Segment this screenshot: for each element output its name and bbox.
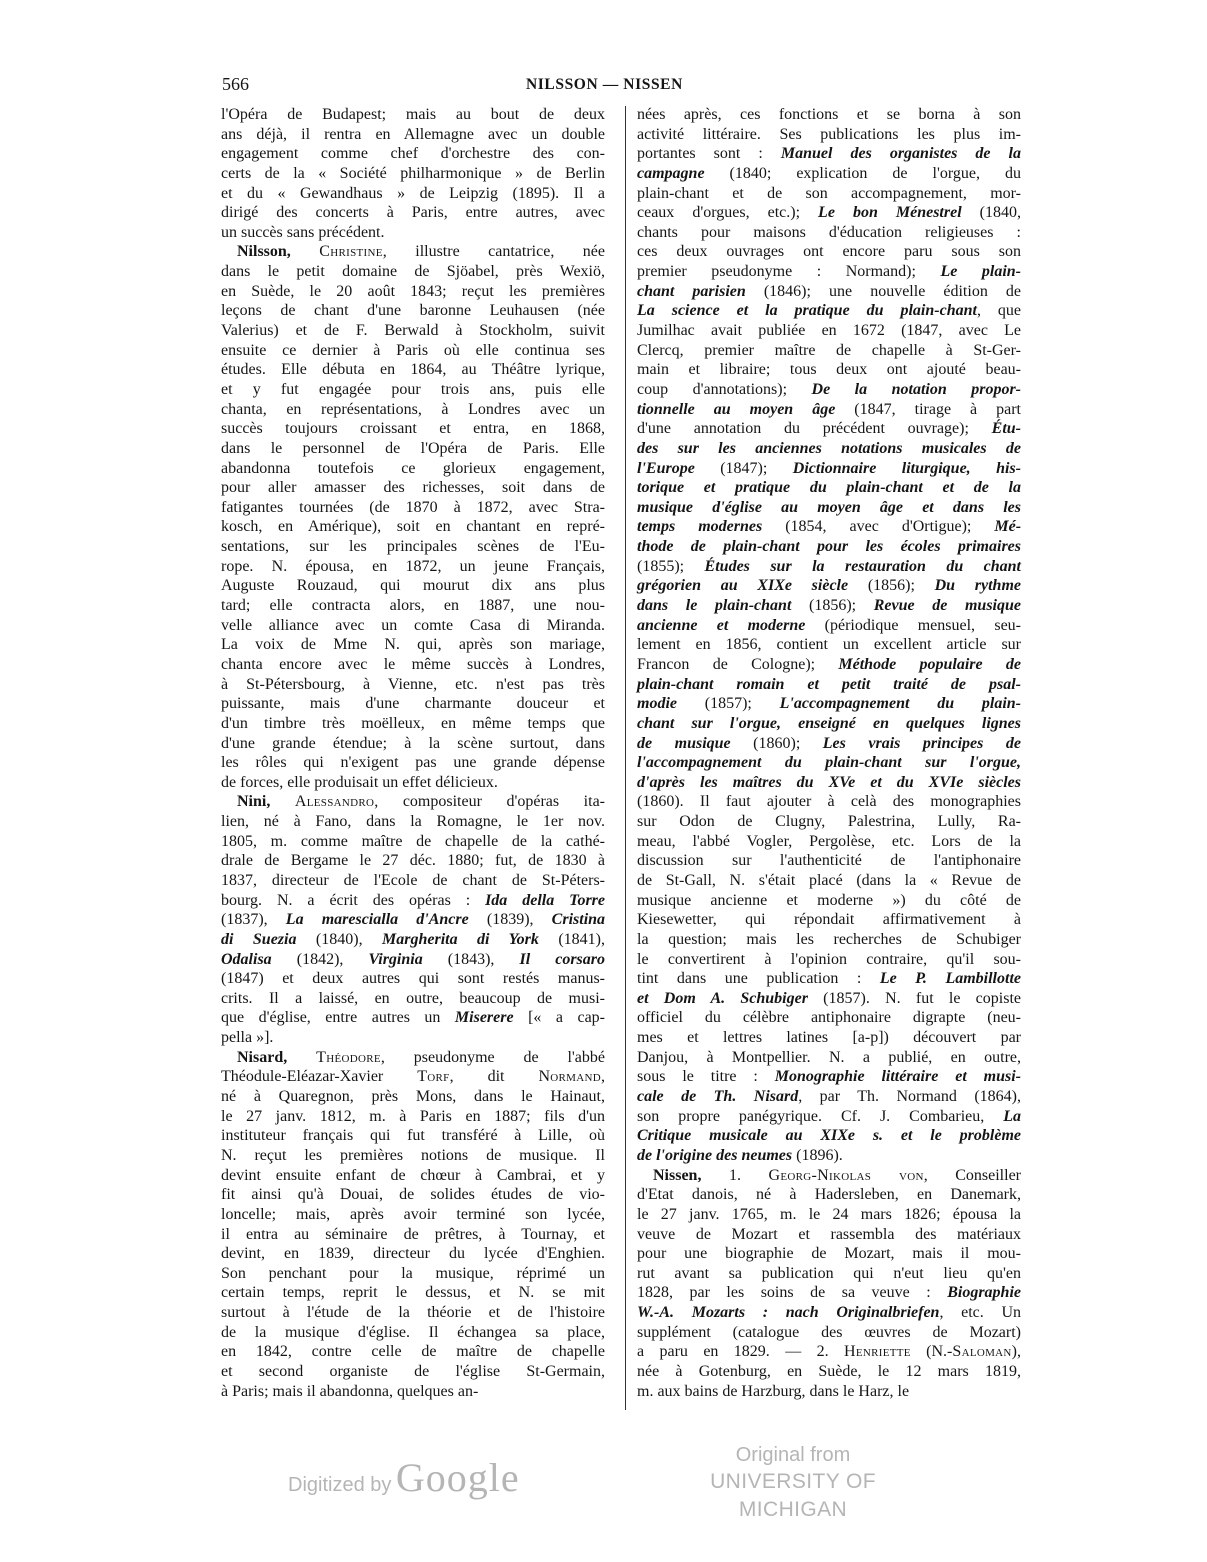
text-line: l'Opéra de Budapest; mais au bout de deux	[221, 106, 605, 123]
university-label: UNIVERSITY OF MICHIGAN	[710, 1470, 876, 1521]
text-line: musique ancienne et moderne ») du côté de	[637, 891, 1021, 909]
text-line: en Suède, le 20 août 1843; reçut les premières	[221, 282, 605, 300]
text-line: surtout à l'étude de la théorie et de l'histoire	[221, 1304, 605, 1322]
original-from-label: Original from	[735, 1444, 851, 1466]
text-line: Valerius) et de F. Berwald à Stockholm, suivit	[221, 322, 605, 340]
text-line: rope. N. épousa, en 1872, un jeune Français,	[221, 557, 605, 575]
text-line: campagne (1840; explication de l'orgue, du	[637, 164, 1021, 182]
page-number: 566	[222, 74, 249, 94]
text-line: Nisard, Théodore, pseudonyme de l'abbé	[237, 1048, 606, 1066]
text-line: de St-Gall, N. s'était placé (dans la « Revue de	[637, 871, 1021, 889]
text-line: devint, en 1839, directeur du lycée d'Enghien.	[221, 1245, 605, 1263]
text-line: Francon de Cologne); Méthode populaire de	[637, 655, 1021, 673]
text-line: d'après les maîtres du XVe et du XVIe siècles	[637, 773, 1021, 791]
text-line: fit ainsi qu'à Douai, de solides études de vio-	[221, 1186, 605, 1204]
text-line: tint dans une publication : Le P. Lambillotte	[637, 970, 1021, 988]
text-line: lement en 1856, contient un excellent article sur	[637, 636, 1021, 654]
text-line: torique et pratique du plain-chant et de la	[637, 479, 1021, 497]
digitized-by-label: Digitized by	[288, 1474, 392, 1496]
text-line: dans le personnel de l'Opéra de Paris. Elle	[221, 439, 605, 457]
text-line: d'Etat danois, né à Hadersleben, en Danemark,	[637, 1186, 1021, 1204]
text-line: de la musique d'église. Il échangea sa place,	[221, 1323, 605, 1341]
text-line: kosch, en Amérique), soit en chantant en repré-	[221, 518, 605, 536]
text-line: pour aller amasser des richesses, soit dans de	[221, 479, 605, 497]
running-head: NILSSON — NISSEN	[526, 76, 683, 93]
text-line: chants pour maisons d'éducation religieuses :	[637, 223, 1021, 241]
text-line: musique d'église au moyen âge et dans les	[637, 498, 1021, 516]
text-line: ans déjà, il rentra en Allemagne avec un double	[221, 125, 605, 143]
text-line: activité littéraire. Ses publications les plus im-	[637, 125, 1021, 143]
text-line: née à Gotenburg, en Suède, le 12 mars 1819,	[637, 1363, 1021, 1380]
text-line: l'accompagnement du plain-chant sur l'orgue,	[637, 754, 1021, 772]
text-line: meau, l'abbé Vogler, Pergolèse, etc. Lors de la	[637, 832, 1021, 850]
text-line: ensuite ce dernier à Paris où elle continua ses	[221, 341, 605, 359]
text-line: modie (1857); L'accompagnement du plain-	[637, 695, 1021, 713]
text-line: drale de Bergame le 27 déc. 1880; fut, de 1830 à	[221, 852, 605, 870]
text-line: né à Quaregnon, près Mons, dans le Hainaut,	[221, 1088, 605, 1106]
text-line: puissante, mais d'une charmante douceur et	[221, 695, 605, 713]
text-line: grégorien au XIXe siècle (1856); Du rythme	[637, 577, 1021, 595]
text-line: dans le plain-chant (1856); Revue de musique	[637, 597, 1021, 615]
text-line: chant parisien (1846); une nouvelle édition de	[637, 282, 1021, 300]
page-header	[0, 74, 1207, 98]
text-line: d'une annotation du précédent ouvrage); Étu-	[637, 420, 1021, 438]
original-from-credit	[668, 1442, 918, 1524]
text-line: l'Europe (1847); Dictionnaire liturgique, his-	[637, 459, 1021, 477]
column-divider	[625, 106, 626, 1410]
text-line: de musique (1860); Les vrais principes de	[637, 734, 1021, 752]
text-line: engagement comme chef d'orchestre des con-	[221, 145, 605, 163]
text-line: pella »].	[221, 1029, 274, 1047]
text-line: 1805, m. comme maître de chapelle de la cathé-	[221, 832, 605, 850]
text-line: le 27 janv. 1812, m. à Paris en 1887; fils d'un	[221, 1107, 605, 1125]
text-line: bourg. N. a écrit des opéras : Ida della Torre	[221, 891, 605, 909]
right-column	[637, 105, 1021, 1401]
text-line: Danjou, à Montpellier. N. a publié, en outre,	[637, 1048, 1021, 1066]
text-line: sous le titre : Monographie littéraire et musi-	[637, 1068, 1021, 1086]
text-line: Théodule-Eléazar-Xavier Torf, dit Normand,	[221, 1068, 605, 1086]
text-line: mes et lettres latines [a-p]) découvert par	[637, 1029, 1021, 1047]
text-line: fatigantes tournées (de 1870 à 1872, avec Stra-	[221, 498, 605, 516]
text-line: d'une grande étendue; à la scène surtout, dans	[221, 734, 605, 752]
text-line: premier pseudonyme : Normand); Le plain-	[637, 263, 1021, 281]
text-line: (1847) et deux autres qui sont restés manus-	[221, 970, 605, 988]
text-line: (1860). Il faut ajouter à celà des monographies	[637, 793, 1021, 811]
text-line: de forces, elle produisait un effet délicieux.	[221, 773, 498, 791]
text-line: chanta, en représentations, à Londres avec un	[221, 400, 605, 418]
text-line: chant sur l'orgue, enseigné en quelques lignes	[637, 714, 1021, 732]
text-line: succès toujours croissant et entra, en 1868,	[221, 420, 605, 438]
text-line: abandonna toutefois ce glorieux engagement,	[221, 459, 605, 477]
text-line: certain temps, reprit le dessus, et N. se mit	[221, 1284, 605, 1302]
text-line: sur Odon de Clugny, Palestrina, Lully, Ra-	[637, 813, 1021, 831]
text-line: le 27 janv. 1765, m. le 24 mars 1826; épousa la	[637, 1205, 1021, 1223]
text-line: devint ensuite enfant de chœur à Cambrai, et y	[221, 1166, 605, 1184]
text-line: tionnelle au moyen âge (1847, tirage à part	[637, 400, 1022, 418]
text-line: La science et la pratique du plain-chant, que	[637, 302, 1021, 320]
text-line: à Paris; mais il abandonna, quelques an-	[221, 1382, 479, 1400]
text-line: rut avant sa publication qui n'eut lieu qu'en	[637, 1264, 1021, 1282]
text-line: pour une biographie de Mozart, mais il mou-	[637, 1245, 1021, 1263]
text-line: a paru en 1829. — 2. Henriette (N.-Saloman),	[637, 1343, 1021, 1361]
text-line: 1837, directeur de l'Ecole de chant de St-Péters-	[221, 871, 605, 889]
text-line: la question; mais les recherches de Schubiger	[637, 930, 1021, 948]
left-column	[221, 105, 605, 1401]
text-line: crits. Il a laissé, en outre, beaucoup de musi-	[221, 989, 605, 1007]
text-line: plain-chant romain et petit traité de psal-	[637, 675, 1021, 693]
text-line: et Dom A. Schubiger (1857). N. fut le copiste	[637, 989, 1021, 1007]
text-line: velle alliance avec un comte Casa di Miranda.	[221, 616, 605, 634]
text-line: ceaux d'orgues, etc.); Le bon Ménestrel (1840,	[637, 204, 1021, 222]
text-line: les rôles qui n'exigent pas une grande dépense	[221, 754, 605, 772]
text-line: Nissen, 1. Georg-Nikolas von, Conseiller	[653, 1166, 1021, 1184]
text-line: lien, né à Fano, dans la Romagne, le 1er nov.	[221, 813, 605, 831]
text-line: dirigé des concerts à Paris, entre autres, avec	[221, 204, 605, 222]
text-line: de l'origine des neumes (1896).	[637, 1146, 843, 1164]
text-line: loncelle; mais, après avoir terminé son lycée,	[221, 1205, 605, 1223]
text-line: d'un timbre très moëlleux, en même temps que	[221, 714, 605, 732]
text-line: ces deux ouvrages ont encore paru sous son	[637, 243, 1021, 261]
text-line: N. reçut les premières notions de musique. Il	[221, 1146, 605, 1164]
text-line: veuve de Mozart et rassembla des matériaux	[637, 1225, 1021, 1243]
text-line: W.-A. Mozarts : nach Originalbriefen, etc. Un	[637, 1304, 1022, 1322]
text-line: plain-chant et de son accompagnement, mor-	[637, 184, 1021, 202]
text-line: Kiesewetter, qui répondait affirmativement à	[637, 911, 1021, 929]
text-line: coup d'annotations); De la notation propor-	[637, 380, 1022, 398]
text-line: leçons de chant d'une baronne Leuhausen (née	[221, 302, 605, 320]
text-line: et y fut engagée pour trois ans, puis elle	[221, 380, 605, 398]
digitization-watermark	[0, 1440, 1207, 1521]
text-line: et second organiste de l'église St-Germain,	[221, 1363, 605, 1380]
text-line: un succès sans précédent.	[221, 223, 385, 241]
text-line: son propre panégyrique. Cf. J. Combarieu, La	[637, 1107, 1021, 1125]
text-line: que d'église, entre autres un Miserere [« a cap-	[221, 1009, 605, 1027]
text-line: le convertirent à l'opinion contraire, qu'il sou-	[637, 950, 1021, 968]
text-line: Auguste Rouzaud, qui mourut dix ans plus	[221, 577, 605, 595]
text-line: Son penchant pour la musique, réprimé un	[221, 1264, 605, 1282]
text-line: Nini, Alessandro, compositeur d'opéras ita-	[237, 793, 605, 811]
text-line: à St-Pétersbourg, à Vienne, etc. n'est pas très	[221, 675, 605, 693]
text-line: m. aux bains de Harzburg, dans le Harz, le	[637, 1382, 910, 1400]
text-line: ancienne et moderne (périodique mensuel, seu-	[637, 616, 1022, 634]
text-line: il entra au séminaire de prêtres, à Tournay, et	[221, 1225, 605, 1243]
text-line: Nilsson, Christine, illustre cantatrice, née	[237, 243, 606, 261]
text-line: Odalisa (1842), Virginia (1843), Il corsaro	[221, 950, 605, 968]
text-line: des sur les anciennes notations musicales de	[637, 439, 1021, 457]
text-line: Jumilhac avait publiée en 1672 (1847, avec Le	[637, 322, 1021, 340]
text-line: main et libraire; tous deux ont ajouté beau-	[637, 361, 1021, 379]
text-line: instituteur français qui fut transféré à Lille, où	[221, 1127, 605, 1145]
text-line: Clercq, premier maître de chapelle à St-Ger-	[637, 341, 1021, 359]
text-line: certs de la « Société philharmonique » de Berlin	[221, 164, 605, 182]
text-line: La voix de Mme N. qui, après son mariage,	[221, 636, 605, 654]
text-line: supplément (catalogue des œuvres de Mozart)	[637, 1323, 1021, 1341]
text-line: 1828, par les soins de sa veuve : Biographie	[637, 1284, 1021, 1302]
text-line: et du « Gewandhaus » de Leipzig (1895). Il a	[221, 184, 605, 202]
text-line: tard; elle contracta alors, en 1887, une nou-	[221, 597, 605, 615]
text-line: (1855); Études sur la restauration du chant	[637, 557, 1022, 575]
text-line: cale de Th. Nisard, par Th. Normand (1864),	[637, 1088, 1022, 1106]
text-line: Critique musicale au XIXe s. et le problème	[637, 1127, 1021, 1145]
text-line: chanta encore avec le même succès à Londres,	[221, 655, 605, 673]
text-line: nées après, ces fonctions et se borna à son	[637, 106, 1021, 123]
text-line: di Suezia (1840), Margherita di York (1841),	[221, 930, 605, 948]
text-line: discussion sur l'authenticité de l'antiphonaire	[637, 852, 1021, 870]
text-line: sentations, sur les principales scènes de l'Eu-	[221, 538, 605, 556]
google-logo: Google	[395, 1455, 520, 1500]
text-line: dans le petit domaine de Sjöabel, près Wexiö,	[221, 263, 605, 281]
text-line: portantes sont : Manuel des organistes de la	[637, 145, 1021, 163]
text-line: temps modernes (1854, avec d'Ortigue); Mé-	[637, 518, 1022, 536]
text-line: thode de plain-chant pour les écoles primaires	[637, 538, 1021, 556]
text-line: officiel du célèbre antiphonaire digrapte (neu-	[637, 1009, 1021, 1027]
text-line: en 1842, contre celle de maître de chapelle	[221, 1343, 605, 1361]
text-line: études. Elle débuta en 1864, au Théâtre lyrique,	[221, 361, 605, 379]
digitized-by-google	[288, 1454, 520, 1501]
text-line: (1837), La marescialla d'Ancre (1839), Cristina	[221, 911, 606, 929]
